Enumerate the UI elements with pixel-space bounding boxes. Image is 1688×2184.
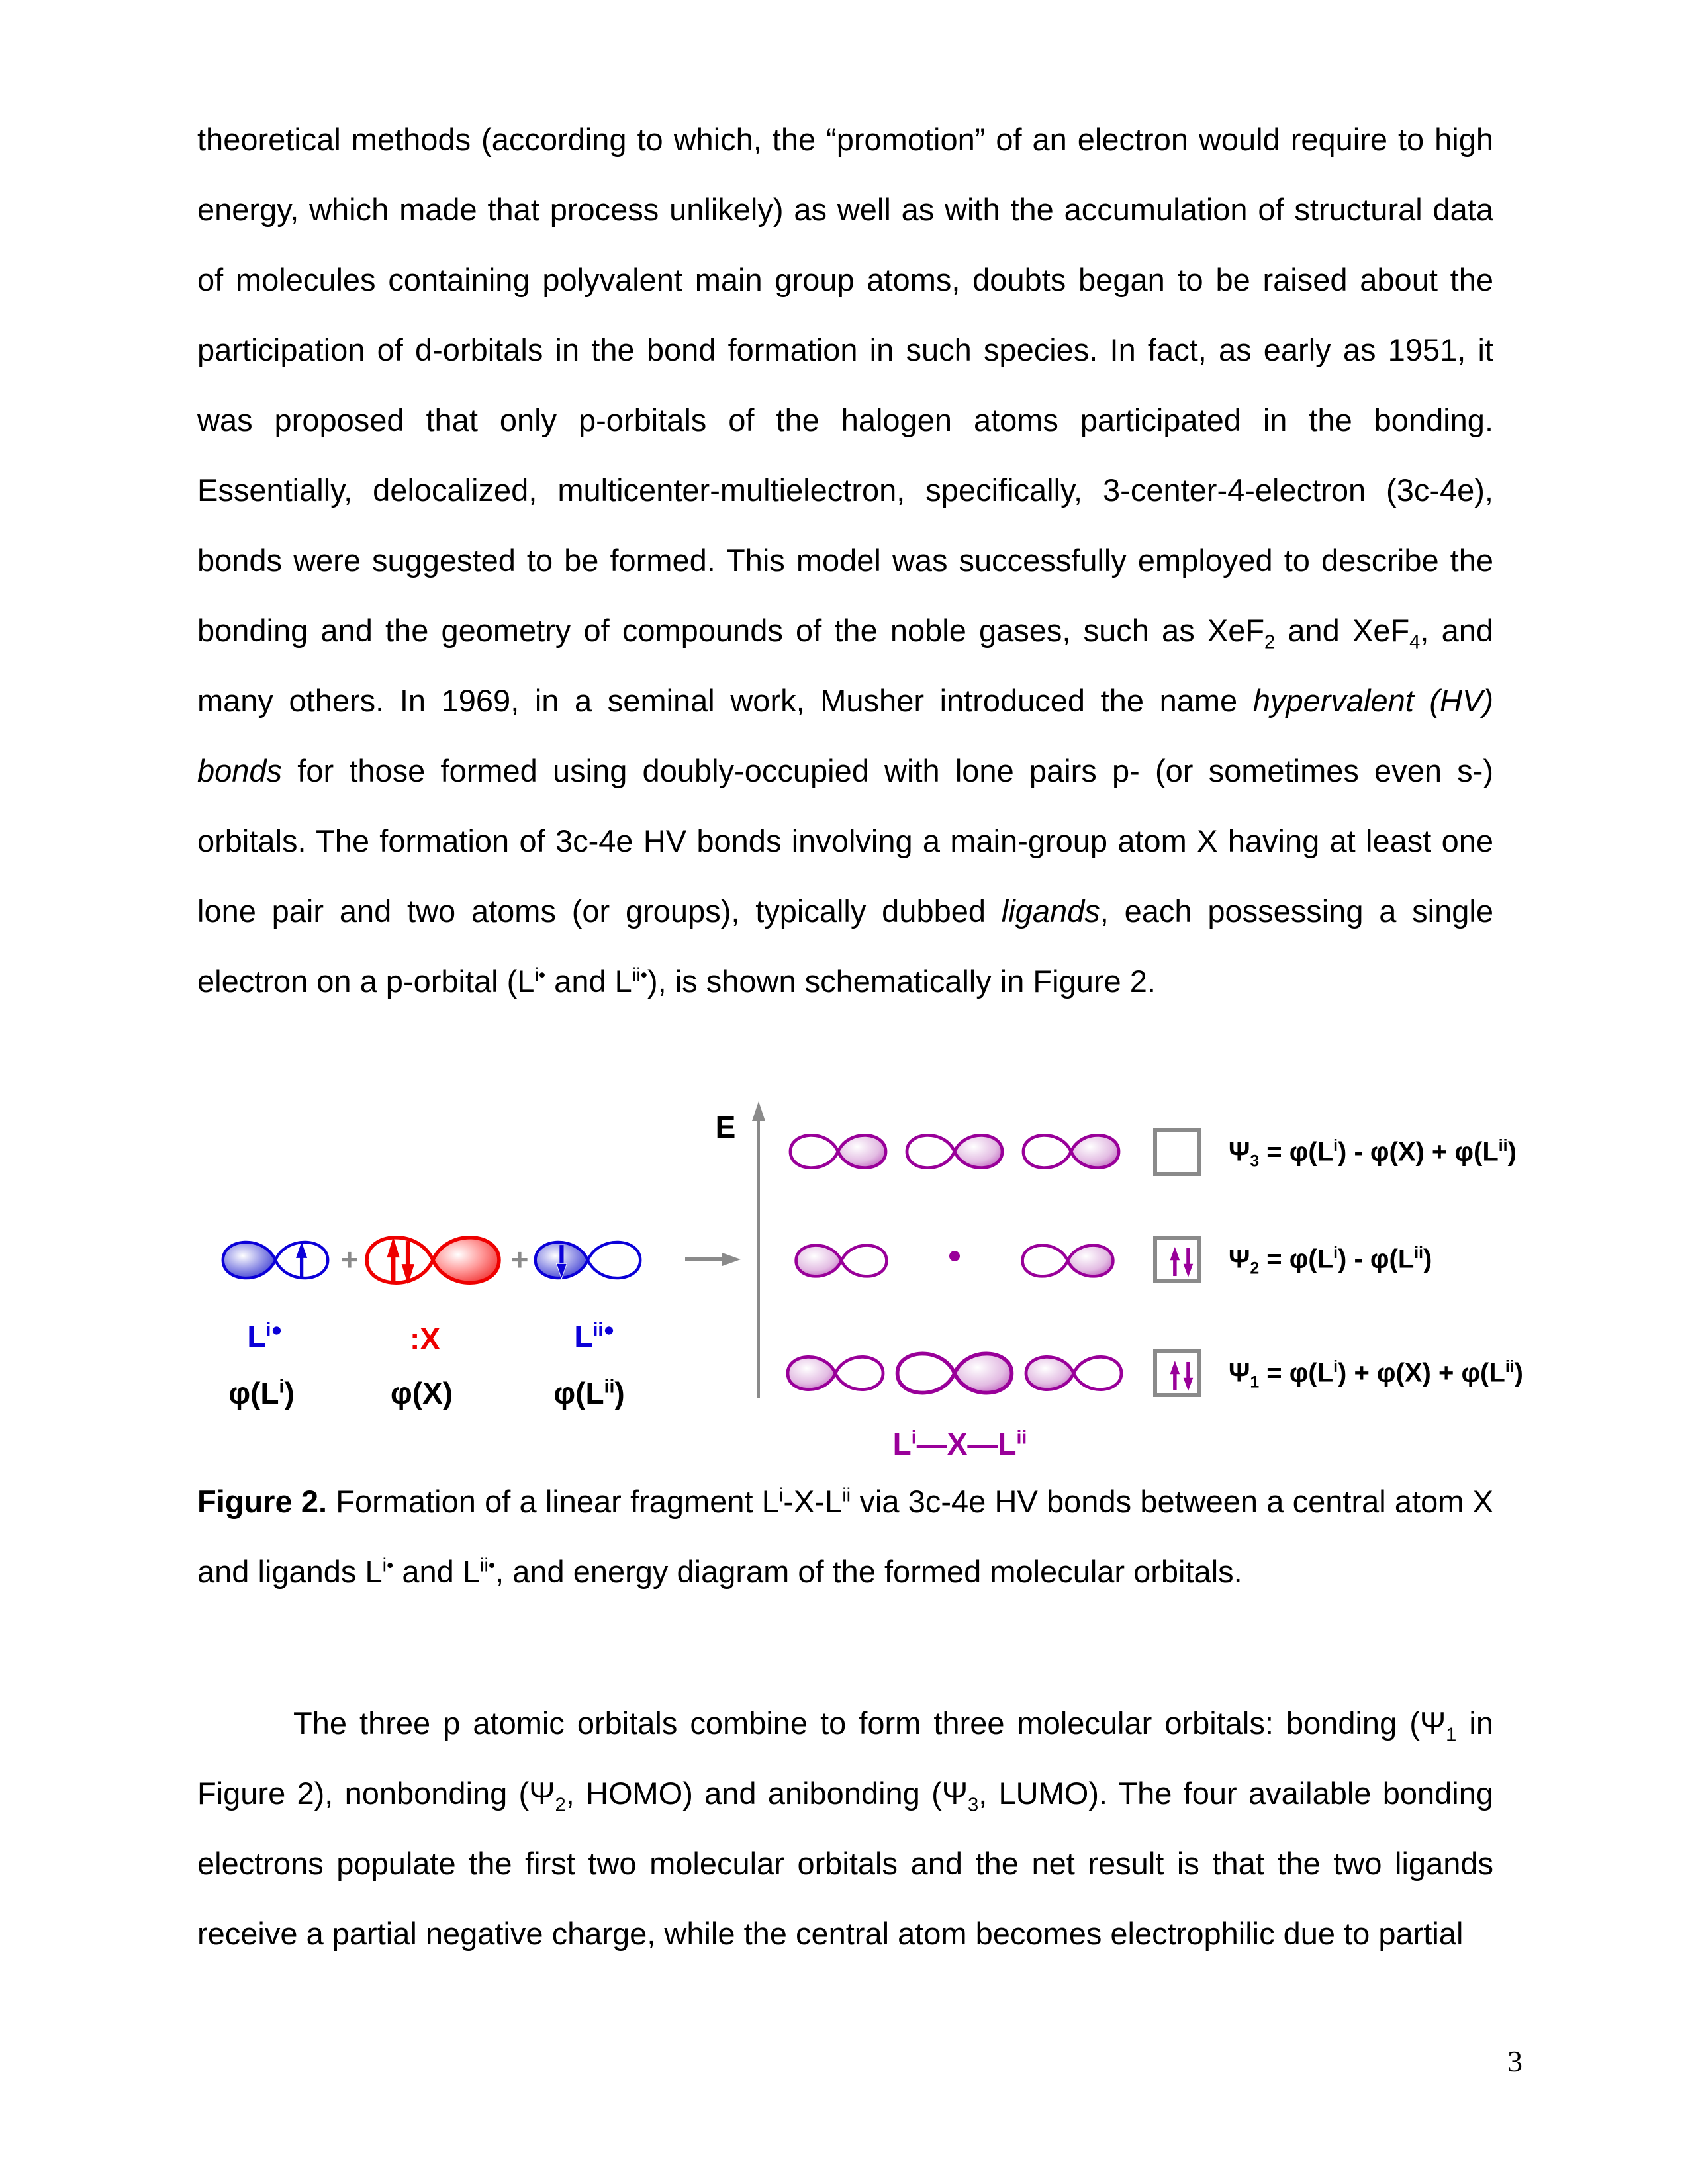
mo-psi2-orbital-left xyxy=(784,1236,898,1286)
figure-caption: Figure 2. Formation of a linear fragment $L^i-X-L^{ii}$ via 3c-4e HV bonds between a central atom X and ligands $L^{i•}$ and $L^{ii•}$, and energy diagram of the formed molecular orbitals. xyxy=(197,1484,1493,1589)
energy-axis-label: E xyxy=(715,1110,736,1144)
mo-psi1-orbital-3 xyxy=(1014,1347,1133,1400)
paired-electrons-icon xyxy=(1160,1241,1202,1283)
ligand-i-label: $L^{i●}$ xyxy=(247,1319,283,1353)
paragraph-1: theoretical methods (according to which, the “promotion” of an electron would require to high energy, which made that process unlikely) as well as with the accumulation of structural data of molecules containing polyvalent main group atoms, doubts began to be raised about the participation of d-orbitals in the bond formation in such species. In fact, as early as 1951, it was proposed that only p-orbitals of the halogen atoms participated in the bonding. Essentially, delocalized, multicenter-multielectron, specifically, 3-center-4-electron (3c-4e), bonds were suggested to be formed. This model was successfully employed to describe the bonding and the geometry of compounds of the noble gases, such as XeF$_2$ and XeF$_4$, and many others. In 1969, in a seminal work, Musher introduced the name hypervalent (HV) bonds for those formed using doubly-occupied with lone pairs p- (or sometimes even s-) orbitals. The formation of 3c-4e HV bonds involving a main-group atom X having at least one lone pair and two atoms (or groups), typically dubbed ligands, each possessing a single electron on a p-orbital ($L^{i•}$ and $L^{ii•}$), is shown schematically in Figure 2. xyxy=(197,122,1494,999)
central-atom-label: :X xyxy=(410,1322,440,1356)
page-number: 3 xyxy=(1507,2044,1523,2078)
mo-psi2-orbital-right xyxy=(1011,1236,1125,1286)
phi-x-label: φ(X) xyxy=(390,1376,453,1410)
phi-ligand-i-label: $\varphi(L^i)$ xyxy=(228,1376,295,1410)
figure-2-diagram xyxy=(199,1079,1529,1489)
p-orbital-central-atom-x xyxy=(359,1219,506,1301)
electron-box-psi1 xyxy=(1153,1349,1201,1397)
mo-psi1-orbital-1 xyxy=(776,1347,895,1400)
product-molecule-label: $L^i—X—L^{ii}$ xyxy=(892,1427,1027,1461)
psi2-equation: $\Psi_2 = \varphi(L^i) - \varphi(L^{ii})$ xyxy=(1229,1244,1432,1278)
psi1-equation: $\Psi_1 = \varphi(L^i) + \varphi(X) + \varphi(L^{ii})$ xyxy=(1229,1358,1523,1392)
paired-electrons-icon xyxy=(1160,1355,1202,1397)
energy-axis-icon xyxy=(740,1099,777,1400)
electron-box-psi2 xyxy=(1153,1236,1201,1283)
ligand-ii-label: $L^{ii●}$ xyxy=(574,1319,615,1353)
p-orbital-ligand-i xyxy=(217,1226,334,1295)
mo-psi1-orbital-2 xyxy=(888,1342,1021,1405)
plus-sign: + xyxy=(510,1242,529,1277)
psi3-equation: $\Psi_3 = \varphi(L^i) - \varphi(X) + \varphi(L^{ii})$ xyxy=(1229,1137,1517,1171)
mo-psi3-orbital-1 xyxy=(781,1125,895,1178)
plus-sign: + xyxy=(340,1242,359,1277)
reaction-arrow-icon xyxy=(684,1248,742,1271)
p-orbital-ligand-ii xyxy=(530,1226,646,1295)
electron-box-psi3 xyxy=(1153,1128,1201,1176)
mo-psi3-orbital-2 xyxy=(898,1125,1011,1178)
node-dot xyxy=(949,1251,960,1261)
mo-psi3-orbital-3 xyxy=(1014,1125,1128,1178)
paragraph-2: The three p atomic orbitals combine to form three molecular orbitals: bonding ($\Psi_1$ in Figure 2), nonbonding ($\Psi_2$, HOMO) and anibonding ($\Psi_3$, LUMO). The four available bonding electrons populate the first two molecular orbitals and the net result is that the two ligands receive a partial negative charge, while the central atom becomes electrophilic due to partial xyxy=(197,1706,1494,1951)
phi-ligand-ii-label: $\varphi(L^{ii})$ xyxy=(553,1376,625,1410)
